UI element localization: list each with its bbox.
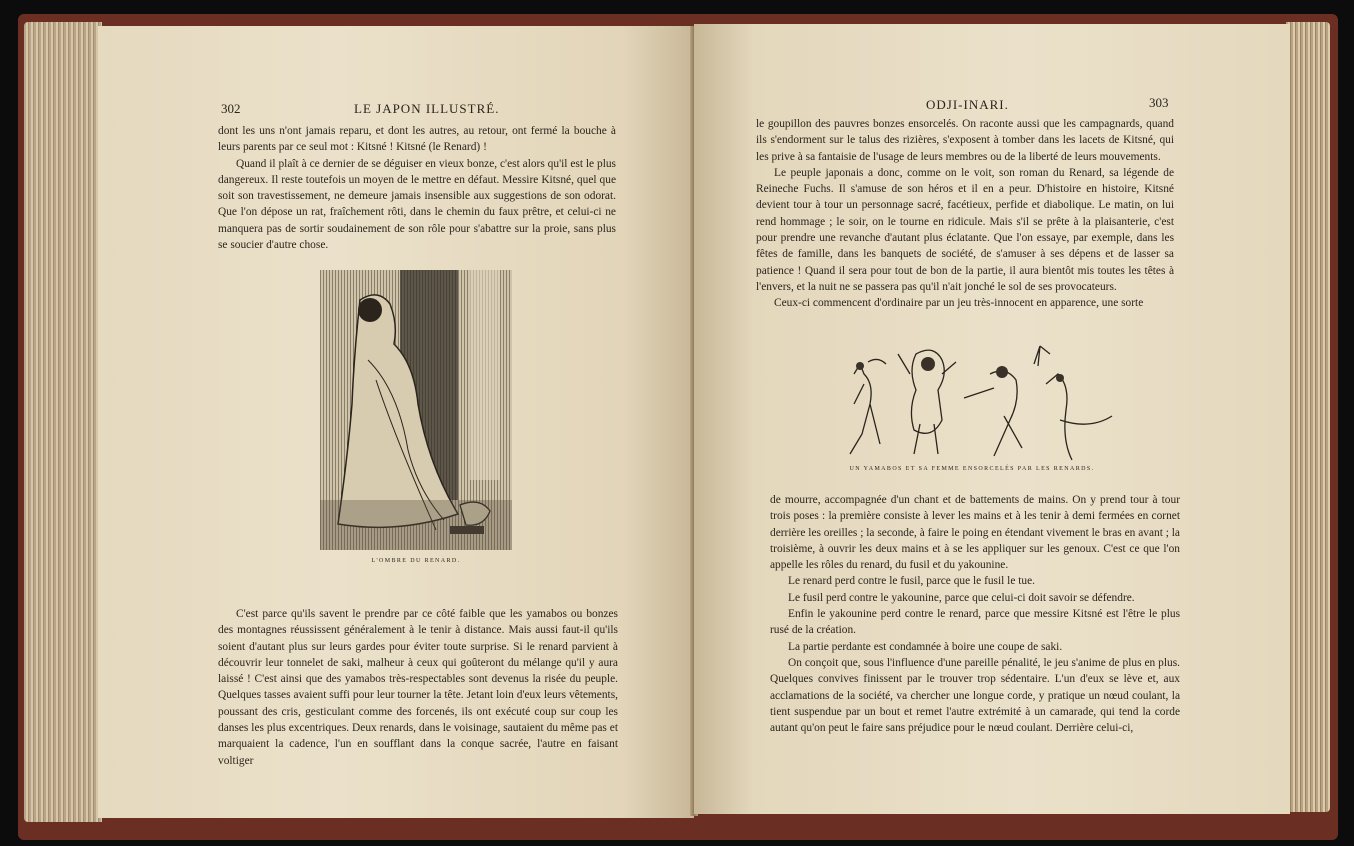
page-edges-right bbox=[1286, 22, 1330, 812]
left-page-number: 302 bbox=[221, 101, 241, 116]
left-running-head: LE JAPON ILLUSTRÉ. bbox=[354, 101, 500, 116]
right-text-top bbox=[756, 116, 1174, 312]
right-text-bottom bbox=[770, 492, 1180, 736]
paragraph: Enfin le yakounine perd contre le renard, parce que messire Kitsné est l'être le plus rusé de la création. bbox=[770, 608, 1180, 637]
dancing-foxes-illustration bbox=[824, 344, 1120, 472]
left-illustration-caption: L'OMBRE DU RENARD. bbox=[371, 558, 461, 564]
right-running-head: ODJI-INARI. bbox=[926, 97, 1009, 112]
paragraph: de mourre, accompagnée d'un chant et de battements de mains. On y prend tour à tour trois poses : la première consiste à lever les mains et à les tenir à demi fermées en cornet derrière les oreilles ; la seconde, à faire le poing en étendant vivement le bras en avant ; la troisième, à ouvrir les deux mains et à se les appliquer sur les genoux. C'est ce que l'on appelle les rôles du renard, du fusil et du yakounine. bbox=[770, 494, 1180, 572]
paragraph: Ceux-ci commencent d'ordinaire par un jeu très-innocent en apparence, une sorte bbox=[774, 297, 1144, 310]
paragraph: Le renard perd contre le fusil, parce que le fusil le tue. bbox=[788, 575, 1036, 588]
paragraph: Le peuple japonais a donc, comme on le voit, son roman du Renard, sa légende de Reineche Fuchs. Il s'amuse de son héros et il en a peur. D'histoire en histoire, Kitsné devient tour à tour un personnage sacré, facétieux, perfide et diabolique. Le matin, on lui rend hommage ; le soir, on le tourne en ridicule. Mais s'il se prête à la plaisanterie, c'est pour prendre une revanche d'autant plus éclatante. Que l'on essaye, par exemple, dans les fêtes de famille, dans les banquets de société, de s'amuser à ses dépens et de lasser sa patience ! Quand il sera pour tout de bon de la partie, il aura bientôt mis toutes les têtes à l'envers, et la nuit ne se passera pas qu'il n'ait jonché le sol de ses provocateurs. bbox=[756, 166, 1174, 293]
paragraph: le goupillon des pauvres bonzes ensorcelés. On raconte aussi que les campagnards, quand ils s'endorment sur le talus des rizières, s'exposent à tomber dans les lacets de Kitsné, qui les prive à sa fantaisie de l'usage de leurs membres ou de la liberté de leurs mouvements. bbox=[756, 118, 1174, 163]
page-edges-left bbox=[24, 22, 102, 822]
left-text-top bbox=[218, 123, 616, 253]
left-text-bottom bbox=[218, 606, 618, 769]
left-page bbox=[98, 26, 694, 818]
right-page bbox=[694, 24, 1290, 814]
paragraph: On conçoit que, sous l'influence d'une pareille pénalité, le jeu s'anime de plus en plus. Quelques convives finissent par le trouver trop sédentaire. L'un d'eux se lève et, aux acclamations de la société, va chercher une longue corde, y pratique un nœud coulant, la tient suspendue par un bout et remet l'autre extrémité à un camarade, qui tend la corde autant qu'on peut le faire sans préjudice pour le nœud coulant. Derrière celui-ci, bbox=[770, 656, 1180, 735]
paragraph: Quand il plaît à ce dernier de se déguiser en vieux bonze, c'est alors qu'il est le plus dangereux. Il reste toutefois un moyen de le mettre en défaut. Messire Kitsné, quel que soit son travestissement, ne demeure jamais insensible aux suggestions de son odorat. Que l'on dépose un rat, fraîchement rôti, dans le chemin du faux prêtre, et celui-ci ne manquera pas de sortir soudainement de son rôle pour s'abattre sur la proie, sans plus se soucier d'autre chose. bbox=[218, 157, 616, 252]
paragraph: Le fusil perd contre le yakounine, parce que celui-ci doit savoir se défendre. bbox=[788, 591, 1135, 604]
paragraph: C'est parce qu'ils savent le prendre par ce côté faible que les yamabos ou bonzes des montagnes réussissent généralement à le tenir à distance. Mais aussi faut-il qu'ils soient d'autant plus sur leurs gardes pour éviter toute surprise. Si le renard parvient à découvrir leur tonnelet de saki, malheur à ceux qui goûteront du mélange qu'il y aura laissé ! C'est ainsi que des yamabos très-respectables sont devenus la risée du peuple. Quelques tasses avaient suffi pour leur tourner la tête. Jetant loin d'eux leurs vêtements, poussant des cris, gesticulant comme des forcenés, ils ont exécuté coup sur coup les danses les plus excentriques. Deux renards, dans le voisinage, sautaient du même pas et marquaient la cadence, l'un en soufflant dans la conque sacrée, l'autre en faisant voltiger bbox=[218, 608, 618, 767]
fox-shadow-illustration bbox=[320, 270, 512, 550]
right-illustration-caption: UN YAMABOS ET SA FEMME ENSORCELÉS PAR LES RENARDS. bbox=[849, 466, 1095, 472]
paragraph: La partie perdante est condamnée à boire une coupe de saki. bbox=[788, 640, 1063, 653]
paragraph: dont les uns n'ont jamais reparu, et dont les autres, au retour, ont fermé la bouche à leurs parents par ce seul mot : Kitsné ! Kitsné (le Renard) ! bbox=[218, 125, 616, 154]
right-page-number: 303 bbox=[1149, 95, 1169, 110]
